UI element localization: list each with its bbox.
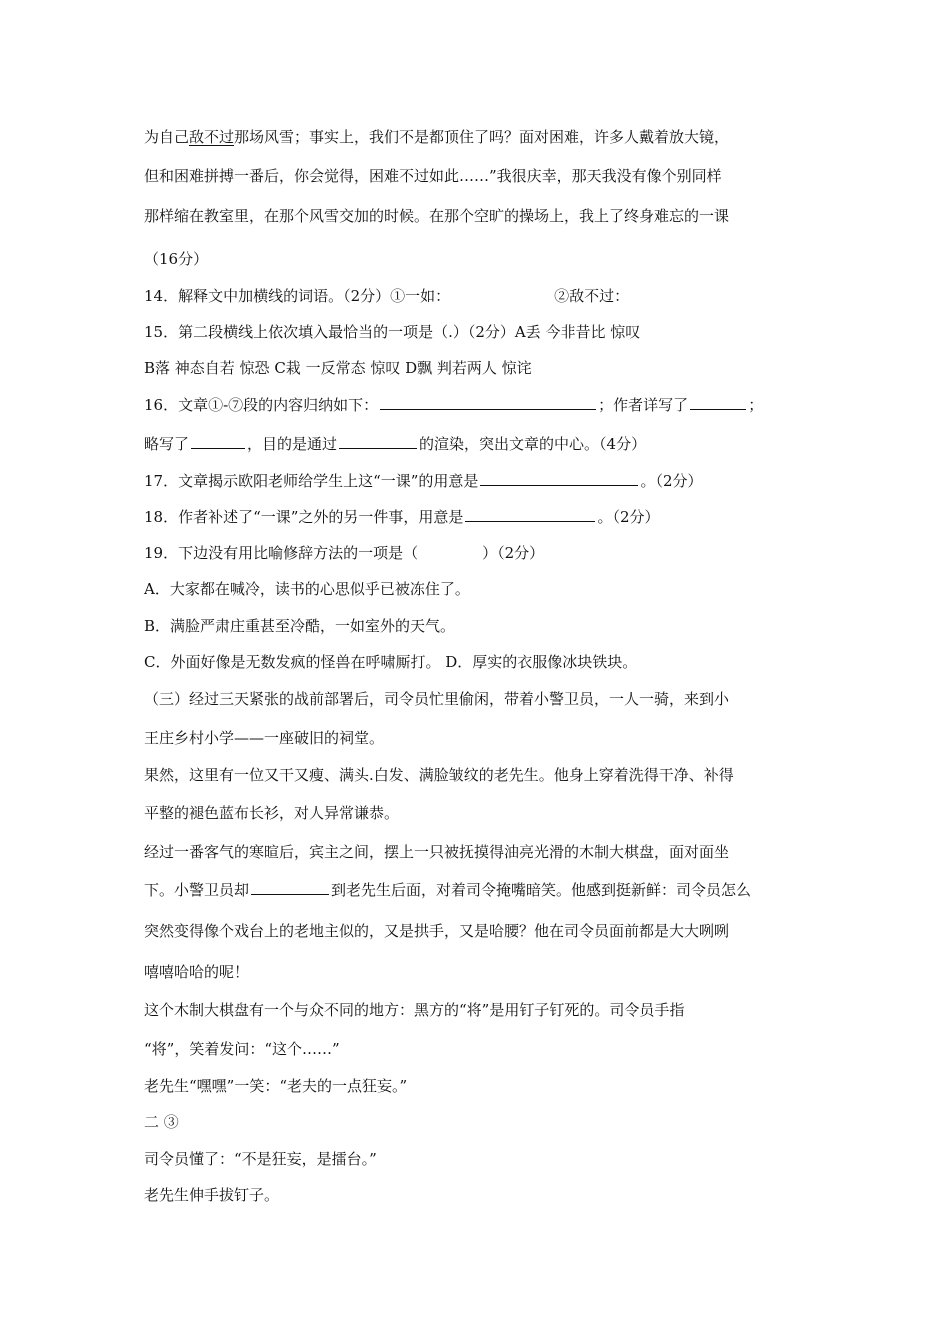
answer-blank[interactable]	[339, 434, 417, 449]
question-15-options: B落 神态自若 惊恐 C栽 一反常态 惊叹 D飘 判若两人 惊诧	[144, 359, 532, 377]
option-c-d: C．外面好像是无数发疯的怪兽在呼啸厮打。 D．厚实的衣服像冰块铁块。	[144, 653, 638, 671]
underlined-word: 敌不过	[189, 128, 235, 146]
passage-line: 这个木制大棋盘有一个与众不同的地方：黑方的“将”是用钉子钉死的。司令员手指	[144, 1001, 685, 1019]
question-14: 14．解释文中加横线的词语。（2分）①一如： ②敌不过：	[144, 287, 630, 305]
passage-line: 王庄乡村小学——一座破旧的祠堂。	[144, 729, 385, 747]
answer-blank[interactable]	[191, 434, 245, 449]
answer-blank[interactable]	[690, 395, 746, 410]
passage-line: 突然变得像个戏台上的老地主似的，又是拱手，又是哈腰？他在司令员面前都是大大咧咧	[144, 922, 730, 940]
passage-line: 经过一番客气的寒暄后，宾主之间，摆上一只被抚摸得油亮光滑的木制大棋盘，面对面坐	[144, 843, 730, 861]
passage-line: 但和困难拼搏一番后，你会觉得，困难不过如此……”我很庆幸，那天我没有像个别同样	[144, 167, 722, 185]
passage-line: 果然，这里有一位又干又瘦、满头.白发、满脸皱纹的老先生。他身上穿着洗得干净、补得	[144, 766, 734, 784]
section-marker: 二 ③	[144, 1113, 179, 1131]
question-16-cont: 略写了 ，目的是通过 的渲染，突出文章的中心。（4分）	[144, 435, 647, 453]
passage-line: “将”，笑着发问：“这个……”	[144, 1040, 340, 1058]
question-19: 19．下边没有用比喻修辞方法的一项是（ ）（2分）	[144, 544, 545, 562]
answer-blank[interactable]	[465, 507, 595, 522]
answer-blank[interactable]	[480, 471, 638, 486]
passage-line: 嘻嘻哈哈的呢！	[144, 963, 250, 981]
option-b: B．满脸严肃庄重甚至冷酷，一如室外的天气。	[144, 617, 456, 635]
passage-line: （三）经过三天紧张的战前部署后，司令员忙里偷闲，带着小警卫员，一人一骑，来到小	[144, 690, 730, 708]
answer-blank[interactable]	[251, 880, 329, 895]
answer-blank[interactable]	[380, 395, 596, 410]
passage-line: 老先生伸手拔钉子。	[144, 1186, 280, 1204]
score-note: （16分）	[144, 250, 209, 268]
question-18: 18．作者补述了“一课”之外的另一件事，用意是 。（2分）	[144, 508, 660, 526]
question-17: 17．文章揭示欧阳老师给学生上这“一课”的用意是 。（2分）	[144, 472, 703, 490]
passage-line: 平整的褪色蓝布长衫，对人异常谦恭。	[144, 804, 400, 822]
passage-line: 为自己敌不过那场风雪；事实上，我们不是都顶住了吗？面对困难，许多人戴着放大镜，	[144, 128, 730, 146]
passage-line: 老先生“嘿嘿”一笑：“老夫的一点狂妄。”	[144, 1077, 408, 1095]
question-16: 16．文章①-⑦段的内容归纳如下： ；作者详写了 ；	[144, 396, 764, 414]
question-15: 15．第二段横线上依次填入最恰当的一项是（.）（2分）A丢 今非昔比 惊叹	[144, 323, 641, 341]
option-a: A．大家都在喊冷，读书的心思似乎已被冻住了。	[144, 580, 470, 598]
passage-line: 下。小警卫员却 到老先生后面，对着司令掩嘴暗笑。他感到挺新鲜：司令员怎么	[144, 881, 752, 899]
passage-line: 司令员懂了：“不是狂妄，是擂台。”	[144, 1150, 377, 1168]
passage-line: 那样缩在教室里，在那个风雪交加的时候。在那个空旷的操场上，我上了终身难忘的一课	[144, 207, 730, 225]
